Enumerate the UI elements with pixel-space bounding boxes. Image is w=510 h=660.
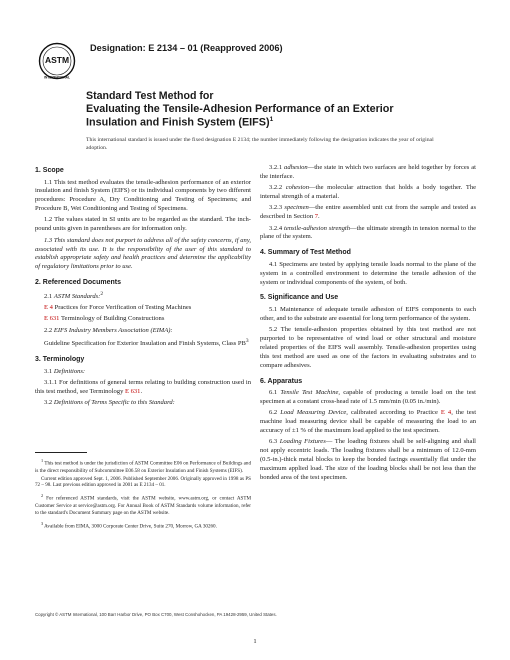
- paragraph-3-2-1: [260, 164, 476, 182]
- designation: Designation: E 2134 – 01 (Reapproved 2006): [90, 43, 283, 53]
- def-tensile-adhesion-strength: —the ultimate strength in tension normal to the plane of the system.: [260, 224, 477, 241]
- right-column: [260, 164, 476, 485]
- footnote-3-text: Available from EIMA, 3000 Corporate Center Drive, Suite 270, Morrow, GA 30260.: [44, 523, 217, 530]
- label-3-2-3: 3.2.3: [269, 204, 283, 212]
- label-3-2: 3.2: [44, 399, 53, 407]
- paragraph-6-3: [260, 438, 476, 482]
- astm-standards-title: ASTM Standards:: [53, 292, 101, 300]
- ref-link-e631[interactable]: E 631: [44, 315, 60, 323]
- title-line-3: Insulation and Finish System (EIFS): [86, 116, 270, 129]
- text-6-1: , capable of producing a tensile load on the test specimen at a constant cross-head rate of 1.5 mm/min (0.05 in./min).: [260, 389, 476, 406]
- reference-e4: [35, 304, 251, 313]
- footnote-mark-2: 2: [100, 290, 104, 297]
- footnote-1: [35, 458, 251, 475]
- paragraph-4-1: 4.1 Specimens are tested by applying tensile loads normal to the plane of the system in a controlled environment to determine the tensile adhesion of the system or individual components of the system, of both.: [260, 260, 476, 286]
- term-adhesion: adhesion: [284, 164, 308, 171]
- paragraph-6-1: [260, 389, 476, 407]
- def-adhesion: —the state in which two surfaces are held together by forces at the interface.: [260, 164, 476, 180]
- ref-link-e631-terminology[interactable]: E 631: [124, 387, 141, 395]
- reference-e631: [35, 315, 251, 324]
- label-3-2-2: 3.2.2: [269, 184, 283, 192]
- section-heading-scope: 1. Scope: [35, 167, 64, 174]
- paragraph-5-1: 5.1 Maintenance of adequate tensile adhesion of EIFS components to each other, and to the substrate are essential for long term performance of the system.: [260, 306, 476, 322]
- copyright-notice: Copyright © ASTM International, 100 Barr Harbor Drive, PO Box C700, West Conshohocken, PA 19428-2959, United States.: [35, 612, 277, 617]
- issuance-notice: This international standard is issued under the fixed designation E 2134; the number immediately following the designation indicates the year of original adoption.: [86, 137, 434, 151]
- label-6-1: 6.1: [269, 389, 278, 397]
- footnote-3: [35, 521, 251, 531]
- paragraph-3-2-2: [260, 184, 476, 202]
- document-title: [86, 90, 476, 130]
- paragraph-3-1: [35, 368, 251, 377]
- term-tensile-test-machine: Tensile Test Machine: [280, 389, 339, 397]
- section-heading-apparatus: 6. Apparatus: [260, 377, 303, 385]
- eima-title: EIFS Industry Members Association (EIMA):: [53, 326, 173, 334]
- label-6-2: 6.2: [269, 409, 278, 417]
- text-6-2-a: , calibrated according to Practice: [346, 409, 438, 417]
- term-specimen: specimen: [284, 204, 309, 212]
- footnote-2-mark: 2: [41, 493, 44, 499]
- footnote-rule: [35, 452, 87, 453]
- footnote-1-continued: Current edition approved Sept. 1, 2006. Published September 2006. Originally approved in 1998 as PS 72 – 98. Last previous edition approved in 2001 as E 2134 – 01.: [35, 475, 251, 489]
- term-cohesion: cohesion: [285, 184, 309, 192]
- left-column: [35, 164, 251, 410]
- ref-link-section-7[interactable]: 7: [314, 213, 319, 221]
- footnote-2-text: For referenced ASTM standards, visit the ASTM website, www.astm.org, or contact ASTM Customer Service at service@astm.org. For Annual Book of ASTM Standards volume information, refer to the standard's Document Summary page on the ASTM website.: [35, 496, 251, 516]
- section-heading-significance: 5. Significance and Use: [260, 294, 339, 302]
- section-heading-terminology: 3. Terminology: [35, 356, 85, 364]
- text-6-2-b: , the test machine load measuring device shall be capable of measuring the load to an accuracy of ±1 % of the maximum load applied to the test specimen.: [260, 409, 477, 435]
- label-2-1: 2.1: [44, 292, 53, 300]
- label-3-2-4: 3.2.4: [269, 224, 283, 232]
- page-number: 1: [253, 638, 257, 645]
- title-footnote-mark: 1: [269, 116, 274, 124]
- term-tensile-adhesion-strength: tensile-adhesion strength: [284, 224, 351, 232]
- logo-subtext: INTERNATIONAL: [44, 75, 70, 80]
- definitions-title: Definitions:: [53, 367, 86, 375]
- footnote-1-mark: 1: [41, 458, 44, 463]
- paragraph-1-2: 1.2 The values stated in SI units are to be regarded as the standard. The inch-pound units given in parentheses are for information only.: [35, 216, 251, 233]
- paragraph-2-1: [35, 291, 251, 302]
- paragraph-1-3: 1.3 This standard does not purport to address all of the safety concerns, if any, associated with its use. It is the responsibility of the user of this standard to establish appropriate safety and health practices and determine the applicability of regulatory limitations prior to use.: [35, 236, 251, 271]
- paragraph-6-2: [260, 409, 476, 436]
- label-3-2-1: 3.2.1: [269, 164, 283, 171]
- ref-link-e4[interactable]: E 4: [44, 304, 53, 312]
- paragraph-3-2: [35, 399, 251, 408]
- title-line-1: Standard Test Method for: [86, 90, 214, 102]
- ref-text-e631: Terminology of Building Constructions: [61, 315, 165, 323]
- title-line-3-wrap: [86, 116, 476, 130]
- def-cohesion: —the molecular attraction that holds a body together. The internal strength of a material.: [260, 184, 477, 201]
- label-6-3: 6.3: [269, 438, 278, 446]
- text-6-3: — The loading fixtures shall be self-aligning and shall not apply eccentric loads. The loading fixtures shall be a minimum of 12.0-mm (0.5-in.)-thick metal blocks to keep the bonded facings essentially flat under the maximum applied load. The size of the loading blocks shall be not less than the bonded area of the test specimen.: [260, 438, 477, 481]
- label-3-1: 3.1: [44, 367, 53, 375]
- ref-text-e4: Practices for Force Verification of Testing Machines: [54, 304, 192, 312]
- section-heading-summary: 4. Summary of Test Method: [260, 249, 351, 257]
- label-2-2: 2.2: [44, 326, 53, 334]
- ref-link-e4-practice[interactable]: E 4: [440, 409, 452, 417]
- title-line-2: Evaluating the Tensile-Adhesion Performance of an Exterior: [86, 102, 394, 115]
- paragraph-1-1: 1.1 This test method evaluates the tensile-adhesion performance of an exterior insulation and finish System (EIFS) or its individual components by two different procedures: Procedure A, Dry Conditioning and Testing of Specimens; and Procedure B, Wet Conditioning and Testing of Specimens.: [35, 178, 251, 213]
- footnote-1-text: This test method is under the jurisdiction of ASTM Committee E06 on Performance of Buildings and is the direct responsibility of Subcommittee E06.58 on Exterior Insulation and Finish Systems (EIFS).: [35, 460, 251, 474]
- paragraph-3-2-4: [260, 225, 476, 243]
- eima-guideline-text: Guideline Specification for Exterior Insulation and Finish Systems, Class PB: [44, 340, 246, 348]
- footnotes: [35, 452, 251, 534]
- text-3-1-1: 3.1.1 For definitions of general terms relating to building construction used in this test method, see Terminology: [35, 378, 251, 395]
- eima-guideline: [35, 338, 251, 349]
- section-heading-referenced-documents: 2. Referenced Documents: [35, 279, 121, 287]
- logo-text: ASTM: [44, 55, 70, 65]
- term-loading-fixtures: Loading Fixtures: [279, 438, 326, 446]
- paragraph-5-2: 5.2 The tensile-adhesion properties obtained by this test method are not purported to be representative of wind load or other structural and moisture related properties of the EIFS wall assembly. Tensile-adhesion properties using this test method are used as one of the factors in evaluating substrates and to compare adhesives.: [260, 326, 476, 369]
- def-specimen: —the entire assembled unit cut from the sample and tested as described in Section: [260, 204, 476, 221]
- astm-logo-icon: [38, 42, 76, 80]
- paragraph-3-2-3: 3.2.3 specimen—the entire assembled unit cut from the sample and tested as described in Section 7.: [260, 204, 476, 221]
- footnote-2: [35, 493, 251, 516]
- footnote-mark-3: 3: [245, 338, 249, 345]
- term-load-measuring-device: Load Measuring Device: [280, 409, 347, 417]
- paragraph-2-2: [35, 327, 251, 336]
- specific-definitions-title: Definitions of Terms Specific to this Standard:: [53, 399, 175, 407]
- footnote-3-mark: 3: [41, 520, 44, 526]
- paragraph-3-1-1: 3.1.1 For definitions of general terms relating to building construction used in this test method, see Terminology E 631.: [35, 378, 251, 395]
